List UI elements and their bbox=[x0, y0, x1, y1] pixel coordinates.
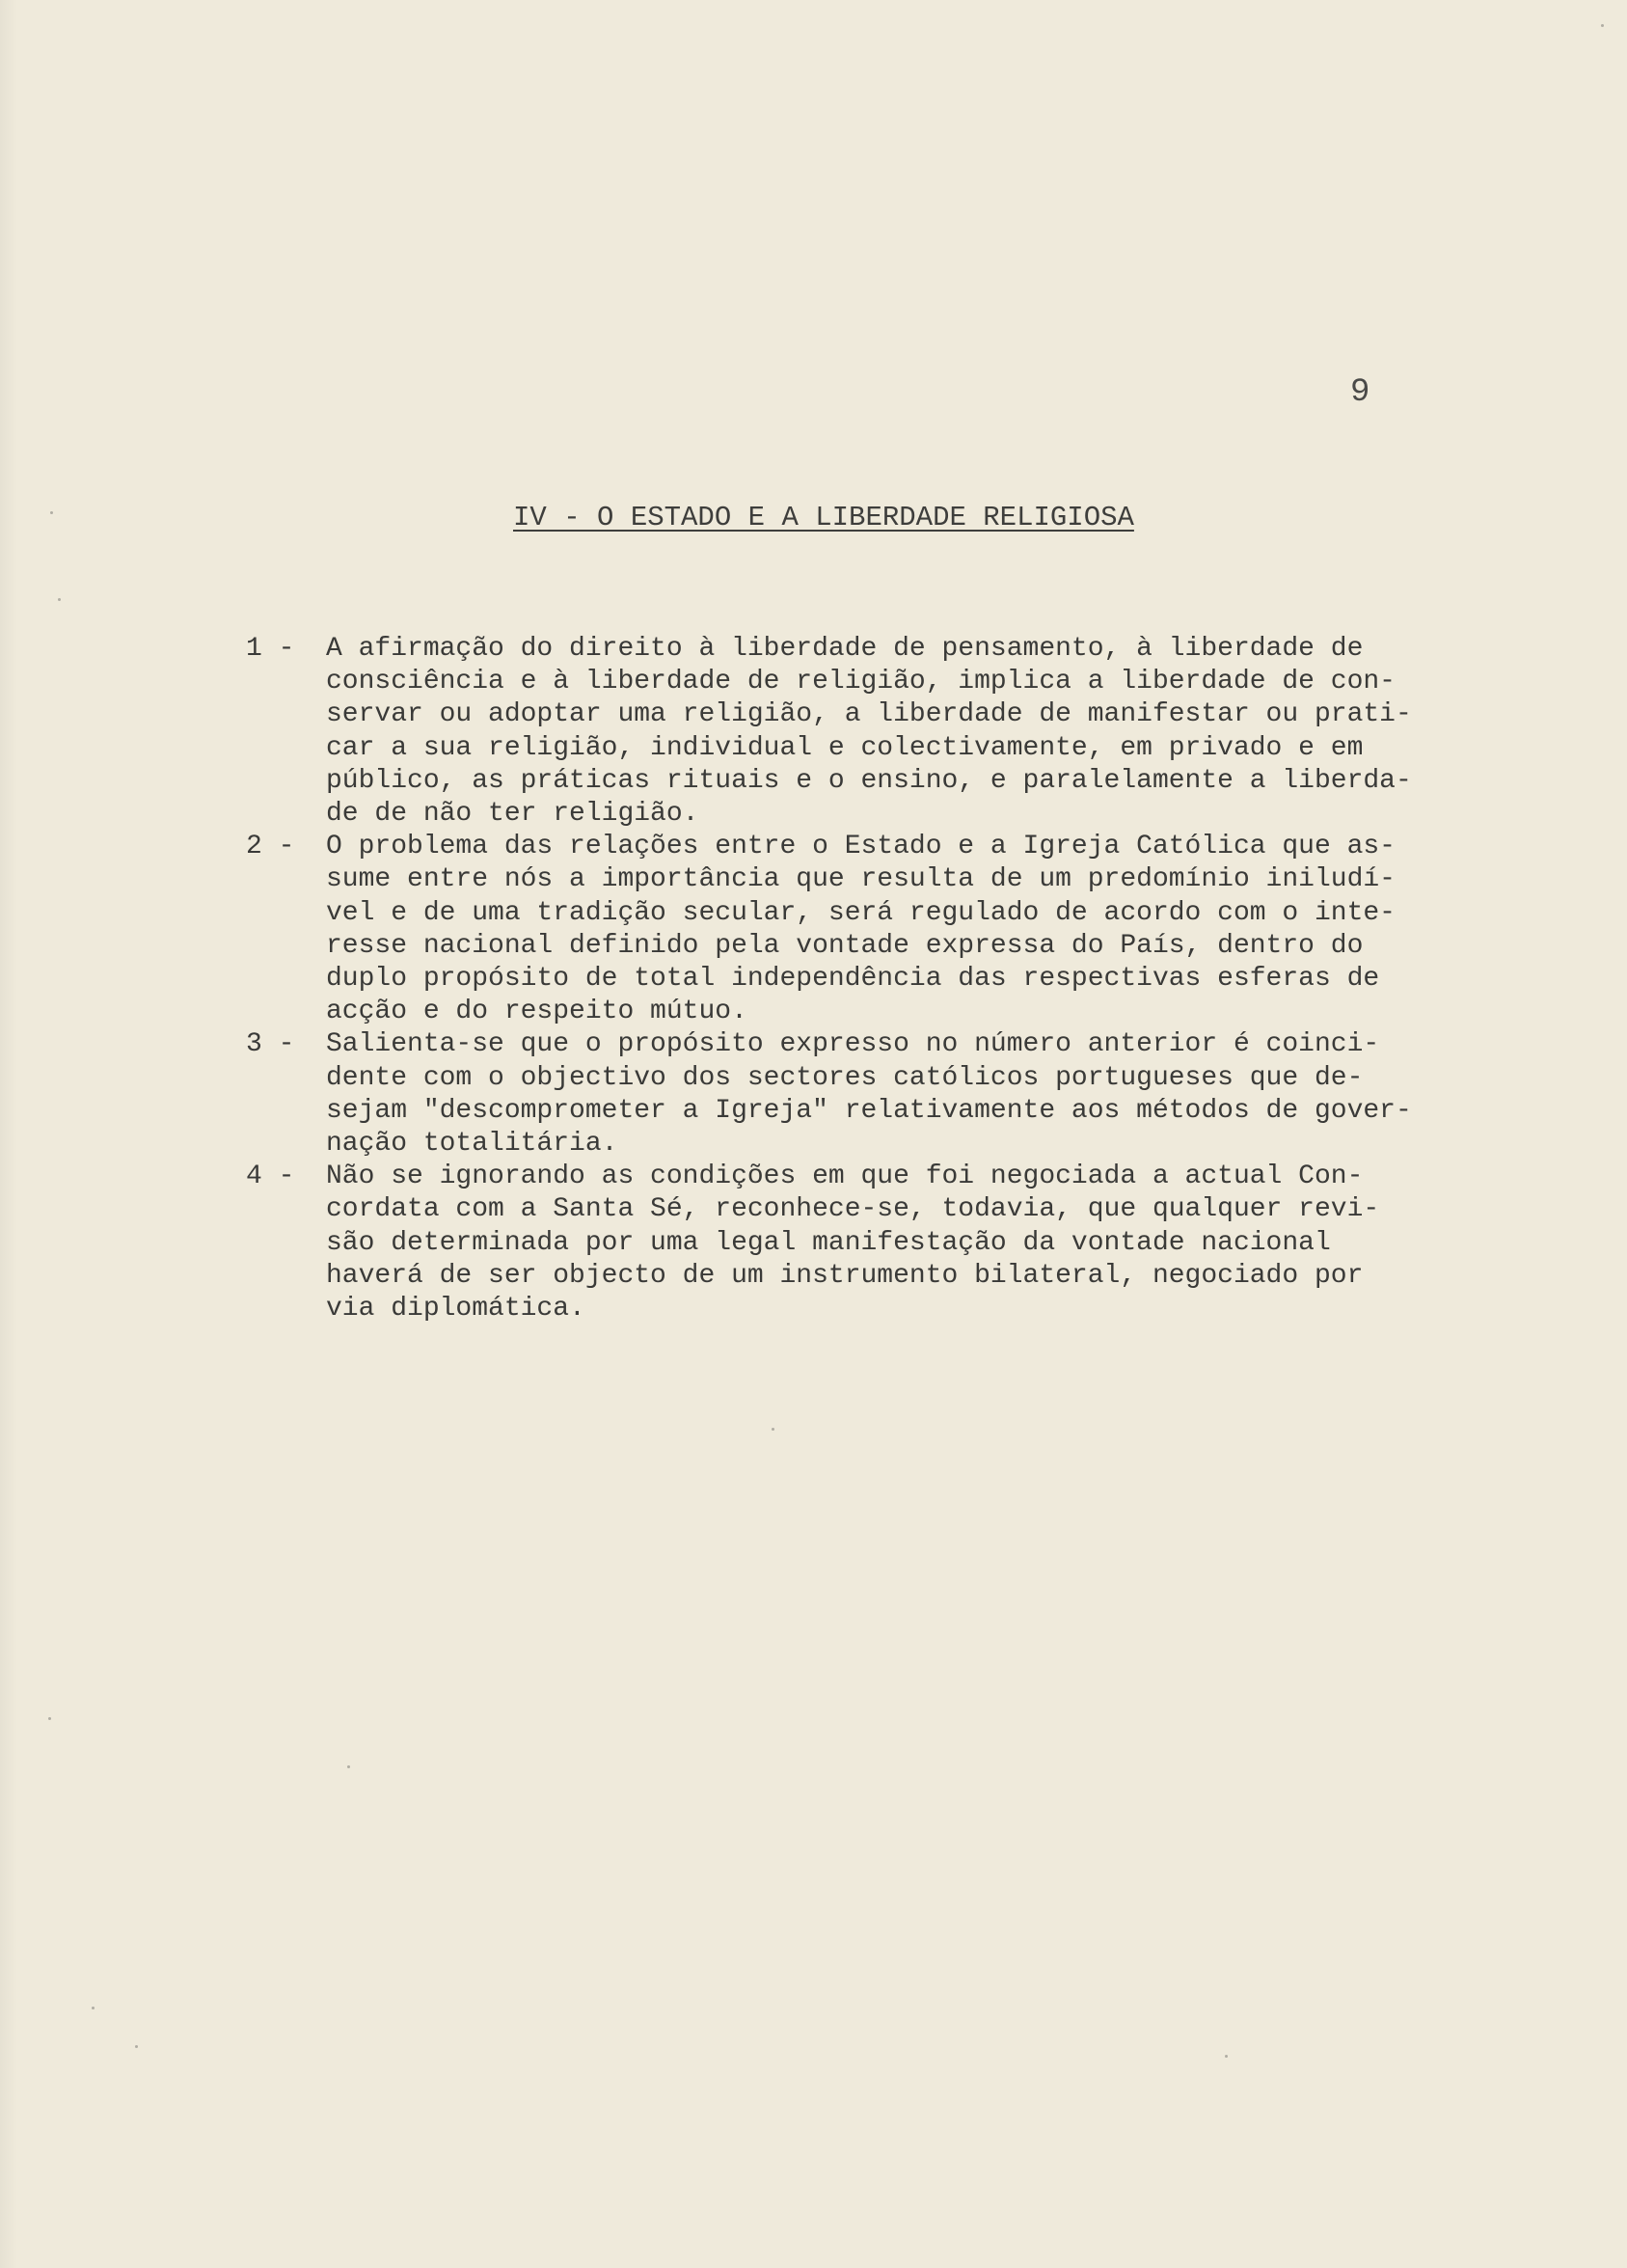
item-text bbox=[326, 1028, 1471, 1161]
item-text bbox=[326, 633, 1471, 831]
text-line: nação totalitária. bbox=[326, 1129, 618, 1160]
numbered-list bbox=[246, 633, 1471, 1325]
list-item-4 bbox=[246, 1161, 1471, 1325]
text-line: dente com o objectivo dos sectores católicos portugueses que de- bbox=[326, 1062, 1364, 1093]
item-number: 4 - bbox=[246, 1161, 295, 1192]
text-line: público, as práticas rituais e o ensino, e paralelamente a liberda- bbox=[326, 765, 1412, 796]
text-line: duplo propósito de total independência das respectivas esferas de bbox=[326, 964, 1380, 995]
list-item-3 bbox=[246, 1028, 1471, 1161]
text-line: acção e do respeito mútuo. bbox=[326, 997, 747, 1027]
paper-speck bbox=[347, 1765, 350, 1768]
page-edge-shadow bbox=[0, 0, 17, 2268]
paper-speck bbox=[58, 598, 61, 601]
text-line: O problema das relações entre o Estado e a Igreja Católica que as- bbox=[326, 832, 1396, 862]
list-item-1 bbox=[246, 633, 1471, 831]
paper-speck bbox=[1601, 24, 1604, 27]
text-line: servar ou adoptar uma religião, a liberdade de manifestar ou prati- bbox=[326, 699, 1412, 730]
text-line: car a sua religião, individual e colectivamente, em privado e em bbox=[326, 732, 1364, 763]
text-line: consciência e à liberdade de religião, implica a liberdade de con- bbox=[326, 667, 1396, 697]
text-line: são determinada por uma legal manifestação da vontade nacional bbox=[326, 1227, 1331, 1258]
paper-speck bbox=[92, 2007, 95, 2009]
text-line: haverá de ser objecto de um instrumento bilateral, negociado por bbox=[326, 1260, 1364, 1291]
text-line: de de não ter religião. bbox=[326, 799, 699, 830]
item-number: 1 - bbox=[246, 634, 295, 664]
item-number: 2 - bbox=[246, 832, 295, 862]
paper-speck bbox=[50, 511, 53, 514]
paper-speck bbox=[772, 1428, 774, 1431]
text-line: vel e de uma tradição secular, será regulado de acordo com o inte- bbox=[326, 897, 1396, 928]
page-number: 9 bbox=[1350, 374, 1371, 411]
paper-speck bbox=[1225, 2055, 1228, 2058]
paper-speck bbox=[135, 2045, 138, 2048]
text-line: A afirmação do direito à liberdade de pensamento, à liberdade de bbox=[326, 634, 1364, 664]
section-heading: IV - O ESTADO E A LIBERDADE RELIGIOSA bbox=[513, 502, 1134, 533]
text-line: cordata com a Santa Sé, reconhece-se, todavia, que qualquer revi- bbox=[326, 1194, 1380, 1225]
paper-speck bbox=[48, 1717, 51, 1720]
list-item-2 bbox=[246, 831, 1471, 1028]
item-text bbox=[326, 1161, 1471, 1325]
item-text bbox=[326, 831, 1471, 1028]
item-number: 3 - bbox=[246, 1029, 295, 1060]
text-line: sejam "descomprometer a Igreja" relativamente aos métodos de gover- bbox=[326, 1095, 1412, 1126]
text-line: via diplomática. bbox=[326, 1294, 585, 1325]
text-line: Salienta-se que o propósito expresso no número anterior é coinci- bbox=[326, 1029, 1380, 1060]
text-line: sume entre nós a importância que resulta de um predomínio iniludí- bbox=[326, 864, 1396, 895]
text-line: Não se ignorando as condições em que foi negociada a actual Con- bbox=[326, 1161, 1364, 1192]
text-line: resse nacional definido pela vontade expressa do País, dentro do bbox=[326, 930, 1364, 961]
